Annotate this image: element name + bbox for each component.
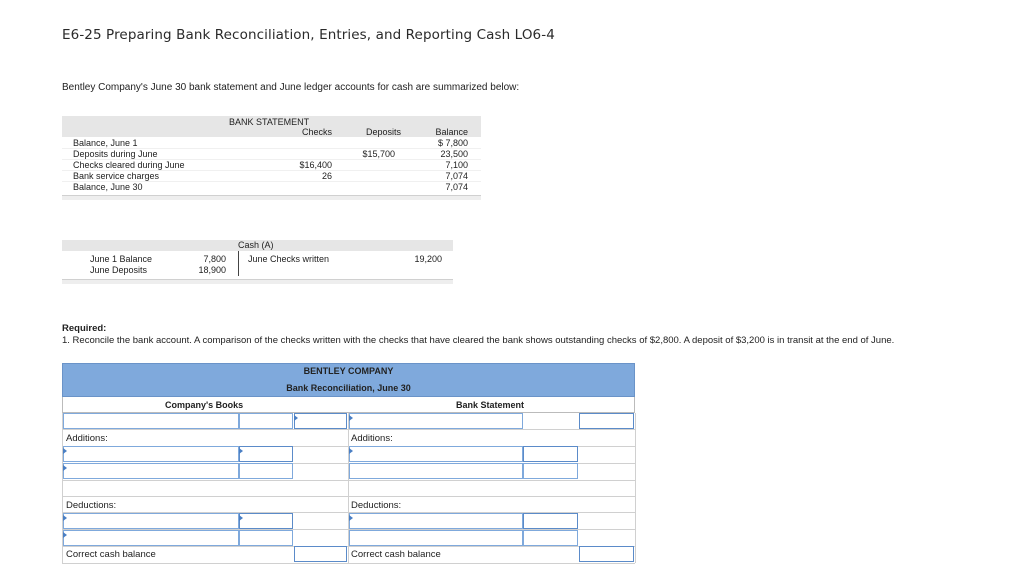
right-deductions-label: Deductions: xyxy=(351,500,402,511)
left-additions-label: Additions: xyxy=(66,433,108,444)
t-debit-label: June 1 Balance xyxy=(90,254,153,264)
bs-row-balance: $ 7,800 xyxy=(437,138,468,148)
dropdown-marker-icon xyxy=(239,448,243,454)
bs-row-checks: $16,400 xyxy=(299,160,332,170)
right-deduction-amount-input[interactable] xyxy=(523,513,578,529)
reconciliation-company: BENTLEY COMPANY xyxy=(303,366,394,376)
right-additions-label: Additions: xyxy=(351,433,393,444)
left-first-amount-input[interactable] xyxy=(239,413,293,429)
col-deposits-header: Deposits xyxy=(365,127,401,137)
left-first-total-input[interactable] xyxy=(294,413,347,429)
right-addition-amount-input[interactable] xyxy=(523,446,578,462)
dropdown-marker-icon xyxy=(63,515,67,521)
dropdown-marker-icon xyxy=(349,515,353,521)
left-addition-label-input[interactable] xyxy=(63,446,239,462)
bs-row-label: Deposits during June xyxy=(73,149,158,159)
left-addition-amount-input[interactable] xyxy=(239,446,293,462)
col-checks-header: Checks xyxy=(301,127,332,137)
bs-row-label: Balance, June 1 xyxy=(73,138,138,148)
left-addition-amount-input-2[interactable] xyxy=(239,463,293,479)
dropdown-marker-icon xyxy=(349,415,353,421)
right-addition-label-input-2[interactable] xyxy=(349,463,523,479)
left-deduction-label-input[interactable] xyxy=(63,513,239,529)
bs-row-deposits: $15,700 xyxy=(362,149,395,159)
dropdown-marker-icon xyxy=(294,415,298,421)
right-deduction-label-input[interactable] xyxy=(349,513,523,529)
right-addition-amount-input-2[interactable] xyxy=(523,463,578,479)
dropdown-marker-icon xyxy=(239,515,243,521)
left-correct-cash-balance-label: Correct cash balance xyxy=(66,549,156,560)
t-debit-amount: 18,900 xyxy=(198,265,226,275)
dropdown-marker-icon xyxy=(63,532,67,538)
t-account-heading: Cash (A) xyxy=(238,240,274,250)
bs-row-label: Checks cleared during June xyxy=(73,160,185,170)
t-account-footer-band xyxy=(62,279,453,284)
dropdown-marker-icon xyxy=(63,448,67,454)
required-heading: Required: xyxy=(62,323,107,334)
right-correct-cash-balance-label: Correct cash balance xyxy=(351,549,441,560)
t-debit-amount: 7,800 xyxy=(203,254,226,264)
reconciliation-subtitle: Bank Reconciliation, June 30 xyxy=(286,383,411,393)
bank-statement-heading: BANK STATEMENT xyxy=(229,117,310,127)
bs-row-label: Bank service charges xyxy=(73,171,160,181)
bs-row-balance: 7,074 xyxy=(445,171,468,181)
left-addition-label-input-2[interactable] xyxy=(63,463,239,479)
right-deduction-amount-input-2[interactable] xyxy=(523,530,578,546)
t-account-divider xyxy=(238,251,239,276)
col-balance-header: Balance xyxy=(435,127,468,137)
right-correct-balance-input[interactable] xyxy=(579,546,634,562)
right-addition-label-input[interactable] xyxy=(349,446,523,462)
bank-statement-header: Bank Statement xyxy=(456,400,525,410)
left-deduction-label-input-2[interactable] xyxy=(63,530,239,546)
left-deduction-amount-input[interactable] xyxy=(239,513,293,529)
bs-row-balance: 7,074 xyxy=(445,182,468,192)
right-first-total-input[interactable] xyxy=(579,413,634,429)
t-debit-label: June Deposits xyxy=(90,265,148,275)
bs-row-checks: 26 xyxy=(321,171,332,181)
bs-row-balance: 23,500 xyxy=(440,149,468,159)
right-deduction-label-input-2[interactable] xyxy=(349,530,523,546)
t-credit-amount: 19,200 xyxy=(414,254,442,264)
left-deductions-label: Deductions: xyxy=(66,500,117,511)
t-credit-label: June Checks written xyxy=(248,254,330,264)
dropdown-marker-icon xyxy=(63,465,67,471)
page-title: E6-25 Preparing Bank Reconciliation, Entries, and Reporting Cash LO6-4 xyxy=(62,27,555,43)
bs-row-label: Balance, June 30 xyxy=(73,182,143,192)
bank-statement-footer-band xyxy=(62,195,481,200)
left-deduction-amount-input-2[interactable] xyxy=(239,530,293,546)
right-first-label-input[interactable] xyxy=(349,413,523,429)
intro-text: Bentley Company's June 30 bank statement and June ledger accounts for cash are summarized below: xyxy=(62,82,520,93)
required-item-1: 1. Reconcile the bank account. A comparison of the checks written with the checks that have cleared the bank shows outstanding checks of $2,800. A deposit of $3,200 is in transit at the end of June. xyxy=(62,335,895,346)
bs-row-balance: 7,100 xyxy=(445,160,468,170)
left-correct-balance-input[interactable] xyxy=(294,546,347,562)
reconciliation-subheader xyxy=(62,397,635,413)
dropdown-marker-icon xyxy=(349,448,353,454)
company-books-header: Company's Books xyxy=(165,400,244,410)
left-first-label-input[interactable] xyxy=(63,413,239,429)
